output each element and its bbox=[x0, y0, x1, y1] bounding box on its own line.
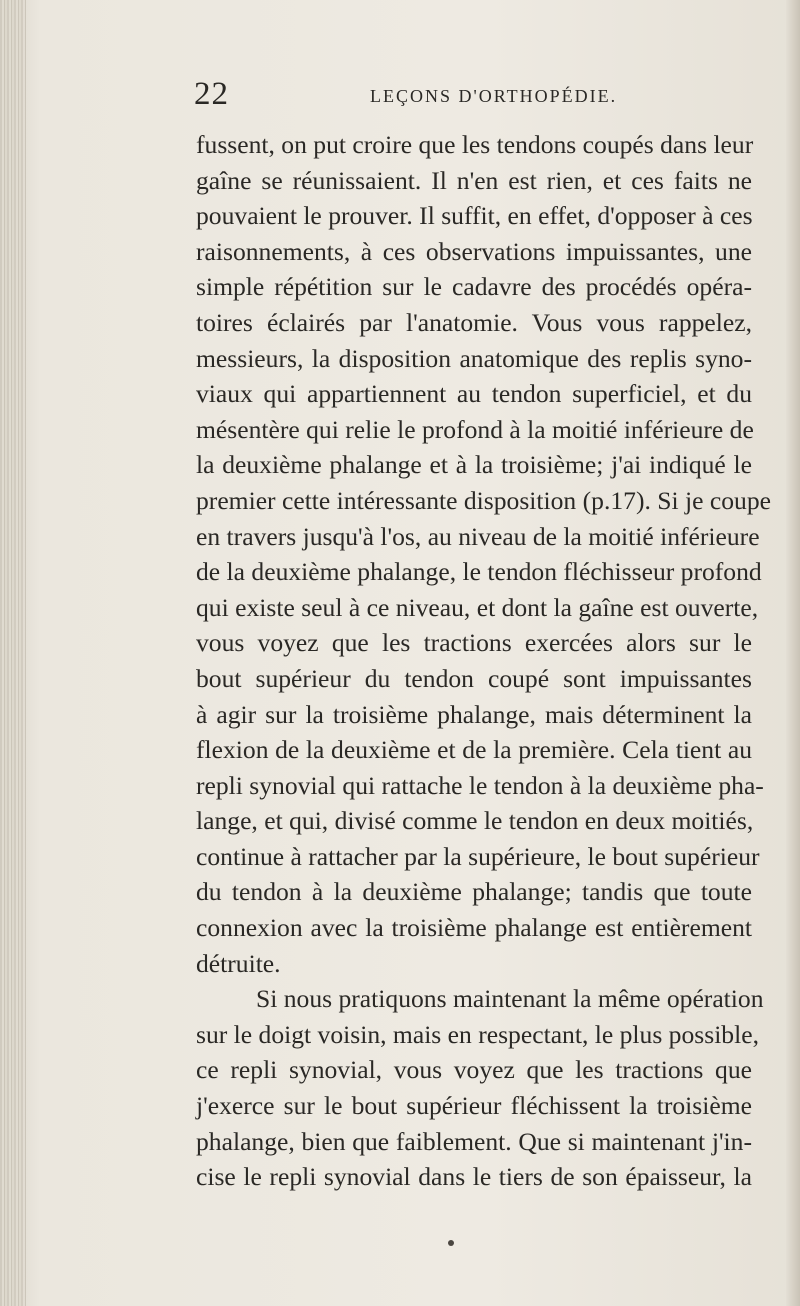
text-line: sur le doigt voisin, mais en respectant, le plus possible, bbox=[196, 1019, 759, 1049]
body-text bbox=[196, 127, 771, 1195]
text-line: pouvaient le prouver. Il suffit, en effet, d'opposer à ces bbox=[196, 201, 753, 231]
text-line: gaîne se réunissaient. Il n'en est rien, et ces faits ne bbox=[196, 165, 752, 195]
ink-dot bbox=[448, 1240, 454, 1246]
text-line: ce repli synovial, vous voyez que les tractions que bbox=[196, 1055, 752, 1085]
text-line: qui existe seul à ce niveau, et dont la gaîne est ouverte, bbox=[196, 592, 759, 622]
text-line: à agir sur la troisième phalange, mais déterminent la bbox=[196, 699, 752, 729]
text-line: continue à rattacher par la supérieure, le bout supérieur bbox=[196, 841, 760, 871]
text-line: mésentère qui relie le profond à la moitié inférieure de bbox=[196, 414, 754, 444]
text-line-paragraph-end: détruite. bbox=[196, 948, 281, 978]
text-line: premier cette intéressante disposition (p.17). Si je coupe bbox=[196, 485, 771, 515]
text-line: raisonnements, à ces observations impuissantes, une bbox=[196, 236, 752, 266]
text-line: j'exerce sur le bout supérieur fléchissent la troisième bbox=[196, 1091, 752, 1121]
text-line-paragraph-start: Si nous pratiquons maintenant la même opération bbox=[256, 984, 764, 1014]
page-gutter-edge bbox=[0, 0, 26, 1306]
text-line: viaux qui appartiennent au tendon superficiel, et du bbox=[196, 379, 752, 409]
text-line: en travers jusqu'à l'os, au niveau de la moitié inférieure bbox=[196, 521, 760, 551]
running-head: LEÇONS D'ORTHOPÉDIE. bbox=[370, 86, 618, 106]
text-line: messieurs, la disposition anatomique des replis syno- bbox=[196, 343, 752, 373]
text-line: fussent, on put croire que les tendons coupés dans leur bbox=[196, 130, 754, 159]
text-line: bout supérieur du tendon coupé sont impuissantes bbox=[196, 663, 752, 693]
text-line: cise le repli synovial dans le tiers de son épaisseur, la bbox=[196, 1162, 752, 1192]
text-line: du tendon à la deuxième phalange; tandis que toute bbox=[196, 877, 752, 907]
page-right-edge bbox=[786, 0, 800, 1306]
text-line: repli synovial qui rattache le tendon à la deuxième pha- bbox=[196, 770, 764, 800]
page-number: 22 bbox=[194, 76, 229, 112]
text-line: toires éclairés par l'anatomie. Vous vous rappelez, bbox=[196, 307, 752, 337]
text-line: la deuxième phalange et à la troisième; j'ai indiqué le bbox=[196, 450, 752, 480]
text-line: simple répétition sur le cadavre des procédés opéra- bbox=[196, 272, 752, 302]
page-header bbox=[194, 76, 714, 116]
text-line: vous voyez que les tractions exercées alors sur le bbox=[196, 628, 752, 658]
text-line: phalange, bien que faiblement. Que si maintenant j'in- bbox=[196, 1126, 752, 1156]
text-line: de la deuxième phalange, le tendon fléchisseur profond bbox=[196, 557, 762, 587]
text-line: flexion de la deuxième et de la première. Cela tient au bbox=[196, 735, 752, 765]
text-line: lange, et qui, divisé comme le tendon en deux moitiés, bbox=[196, 806, 754, 836]
text-line: connexion avec la troisième phalange est entièrement bbox=[196, 913, 752, 943]
